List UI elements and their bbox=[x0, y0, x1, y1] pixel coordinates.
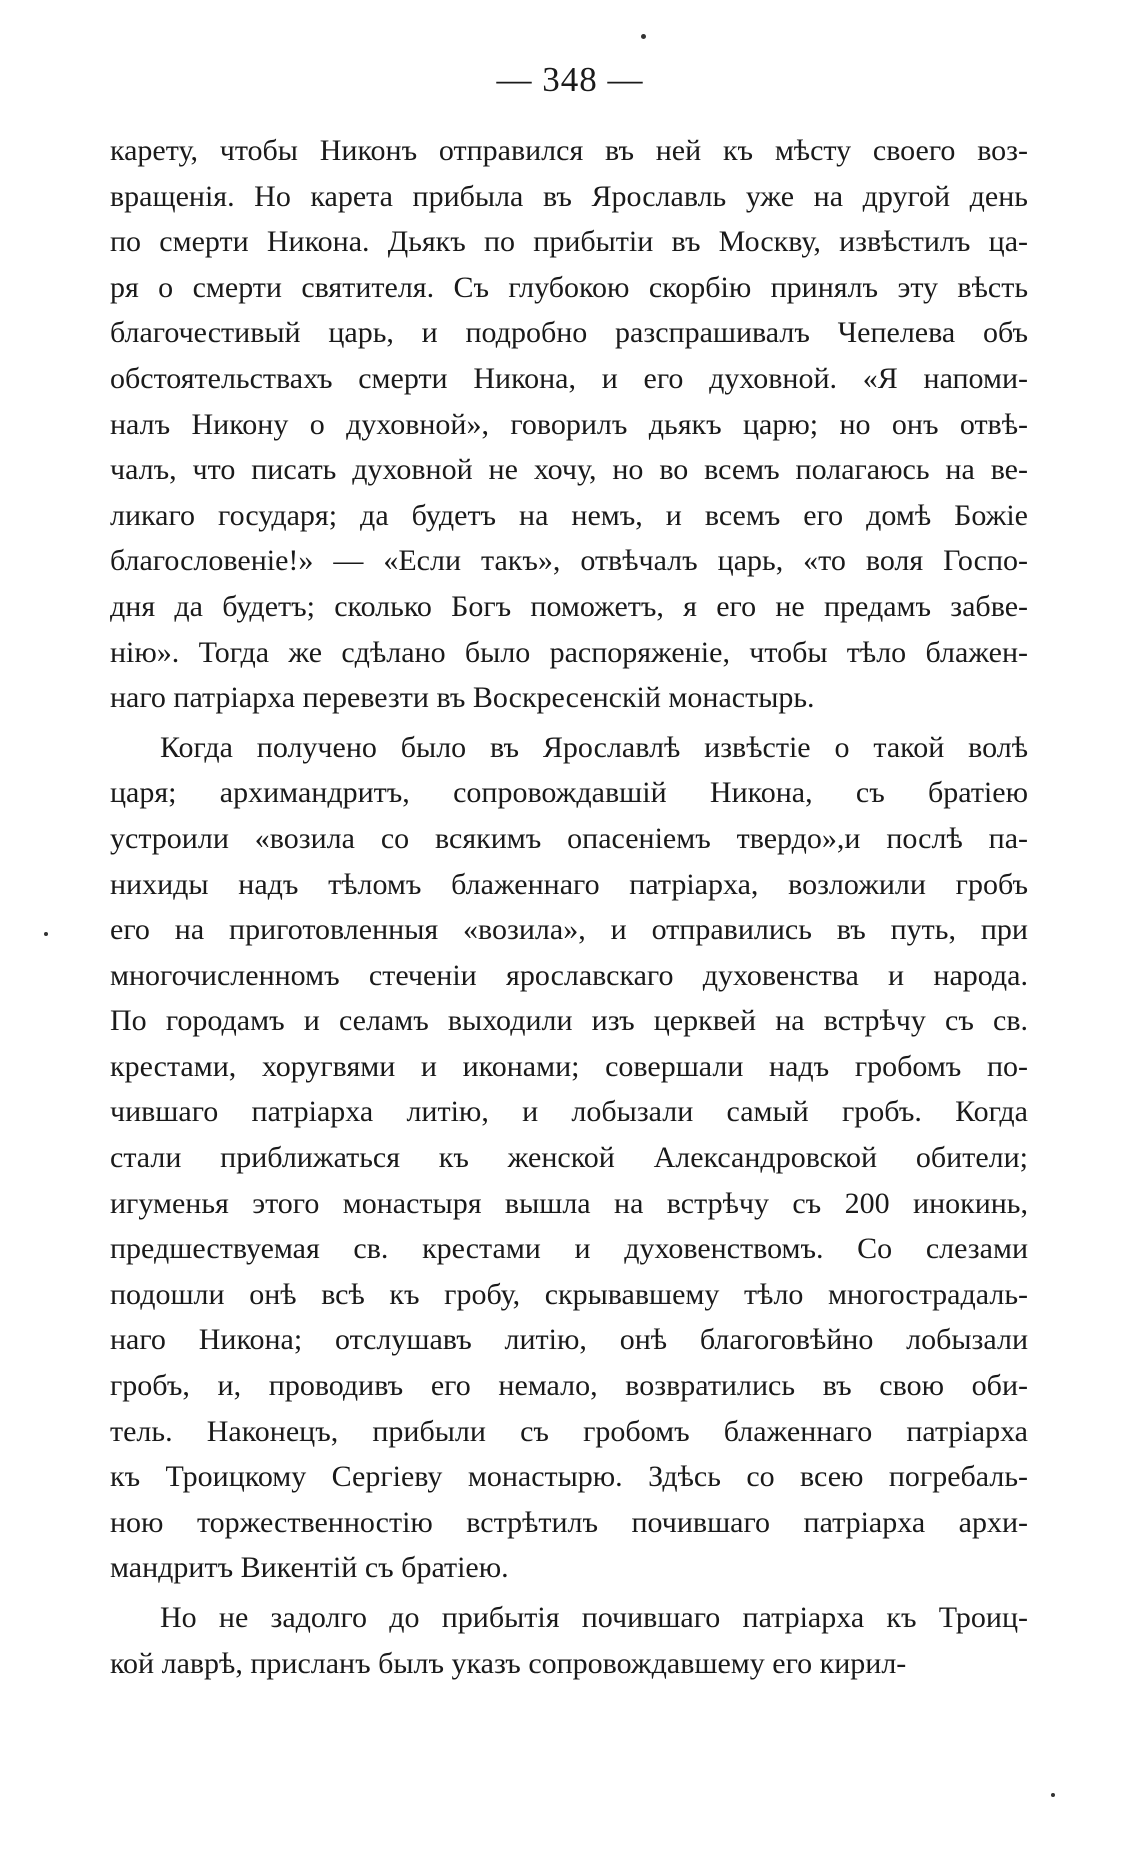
text-line: вращенія. Но карета прибыла въ Ярославль уже на другой день bbox=[110, 179, 1028, 213]
text-line: Но не задолго до прибытія почившаго патріарха къ Троиц- bbox=[160, 1601, 1028, 1634]
text-line: тель. Наконецъ, прибыли съ гробомъ блаженнаго патріарха bbox=[110, 1414, 1028, 1448]
text-line: наго патріарха перевезти въ Воскресенскій монастырь. bbox=[110, 681, 815, 715]
text-line: ликаго государя; да будетъ на немъ, и всемъ его домѣ Божіе bbox=[110, 498, 1028, 532]
text-line: многочисленномъ стеченіи ярославскаго духовенства и народа. bbox=[110, 958, 1028, 992]
paragraph bbox=[110, 1595, 1028, 1686]
ink-speck bbox=[1051, 1793, 1055, 1797]
text-line: наго Никона; отслушавъ литію, онѣ благоговѣйно лобызали bbox=[110, 1323, 1028, 1357]
text-line: дня да будетъ; сколько Богъ поможетъ, я его не предамъ забве- bbox=[110, 589, 1028, 623]
text-line: его на приготовленныя «возила», и отправились въ путь, при bbox=[110, 913, 1028, 947]
text-line: обстоятельствахъ смерти Никона, и его духовной. «Я напоми- bbox=[110, 361, 1028, 395]
text-line: карету, чтобы Никонъ отправился въ ней къ мѣсту своего воз- bbox=[110, 134, 1028, 167]
text-line: игуменья этого монастыря вышла на встрѣчу съ 200 инокинь, bbox=[110, 1186, 1028, 1220]
text-line: нихиды надъ тѣломъ блаженнаго патріарха, возложили гробъ bbox=[110, 867, 1028, 901]
ink-speck bbox=[641, 34, 646, 39]
text-line: стали приближаться къ женской Александровской обители; bbox=[110, 1141, 1028, 1175]
text-line: благочестивый царь, и подробно разспрашивалъ Чепелева объ bbox=[110, 316, 1028, 350]
text-line: мандритъ Викентій съ братіею. bbox=[110, 1551, 509, 1585]
text-line: Когда получено было въ Ярославлѣ извѣстіе о такой волѣ bbox=[160, 730, 1028, 764]
ink-speck bbox=[44, 932, 48, 936]
paragraph bbox=[110, 725, 1028, 1591]
text-line: крестами, хоругвями и иконами; совершали надъ гробомъ по- bbox=[110, 1049, 1028, 1083]
paragraph bbox=[110, 128, 1028, 721]
text-line: налъ Никону о духовной», говорилъ дьякъ царю; но онъ отвѣ- bbox=[110, 407, 1028, 441]
text-line: кой лаврѣ, присланъ былъ указъ сопровождавшему его кирил- bbox=[110, 1646, 907, 1680]
text-line: гробъ, и, проводивъ его немало, возвратились въ свою оби- bbox=[110, 1369, 1028, 1403]
text-line: устроили «возила со всякимъ опасеніемъ твердо»,и послѣ па- bbox=[110, 821, 1028, 855]
page-number: — 348 — bbox=[496, 60, 644, 99]
text-line: нію». Тогда же сдѣлано было распоряженіе, чтобы тѣло блажен- bbox=[110, 635, 1028, 669]
text-line: по смерти Никона. Дьякъ по прибытіи въ Москву, извѣстилъ ца- bbox=[110, 225, 1028, 259]
text-line: чалъ, что писать духовной не хочу, но во всемъ полагаюсь на ве- bbox=[110, 453, 1028, 487]
text-line: ря о смерти святителя. Съ глубокою скорбію принялъ эту вѣсть bbox=[110, 270, 1028, 304]
text-line: царя; архимандритъ, сопровождавшій Никона, съ братіею bbox=[110, 776, 1028, 810]
text-line: По городамъ и селамъ выходили изъ церквей на встрѣчу съ св. bbox=[110, 1004, 1028, 1038]
text-line: чившаго патріарха литію, и лобызали самый гробъ. Когда bbox=[110, 1095, 1028, 1129]
body-text bbox=[110, 128, 1028, 1686]
text-line: ною торжественностію встрѣтилъ почившаго патріарха архи- bbox=[110, 1505, 1028, 1539]
text-line: благословеніе!» — «Если такъ», отвѣчалъ царь, «то воля Госпо- bbox=[110, 544, 1028, 578]
text-line: подошли онѣ всѣ къ гробу, скрывавшему тѣло многострадаль- bbox=[110, 1277, 1028, 1311]
text-line: предшествуемая св. крестами и духовенствомъ. Со слезами bbox=[110, 1232, 1028, 1266]
text-line: къ Троицкому Сергіеву монастырю. Здѣсь со всею погребаль- bbox=[110, 1460, 1028, 1494]
